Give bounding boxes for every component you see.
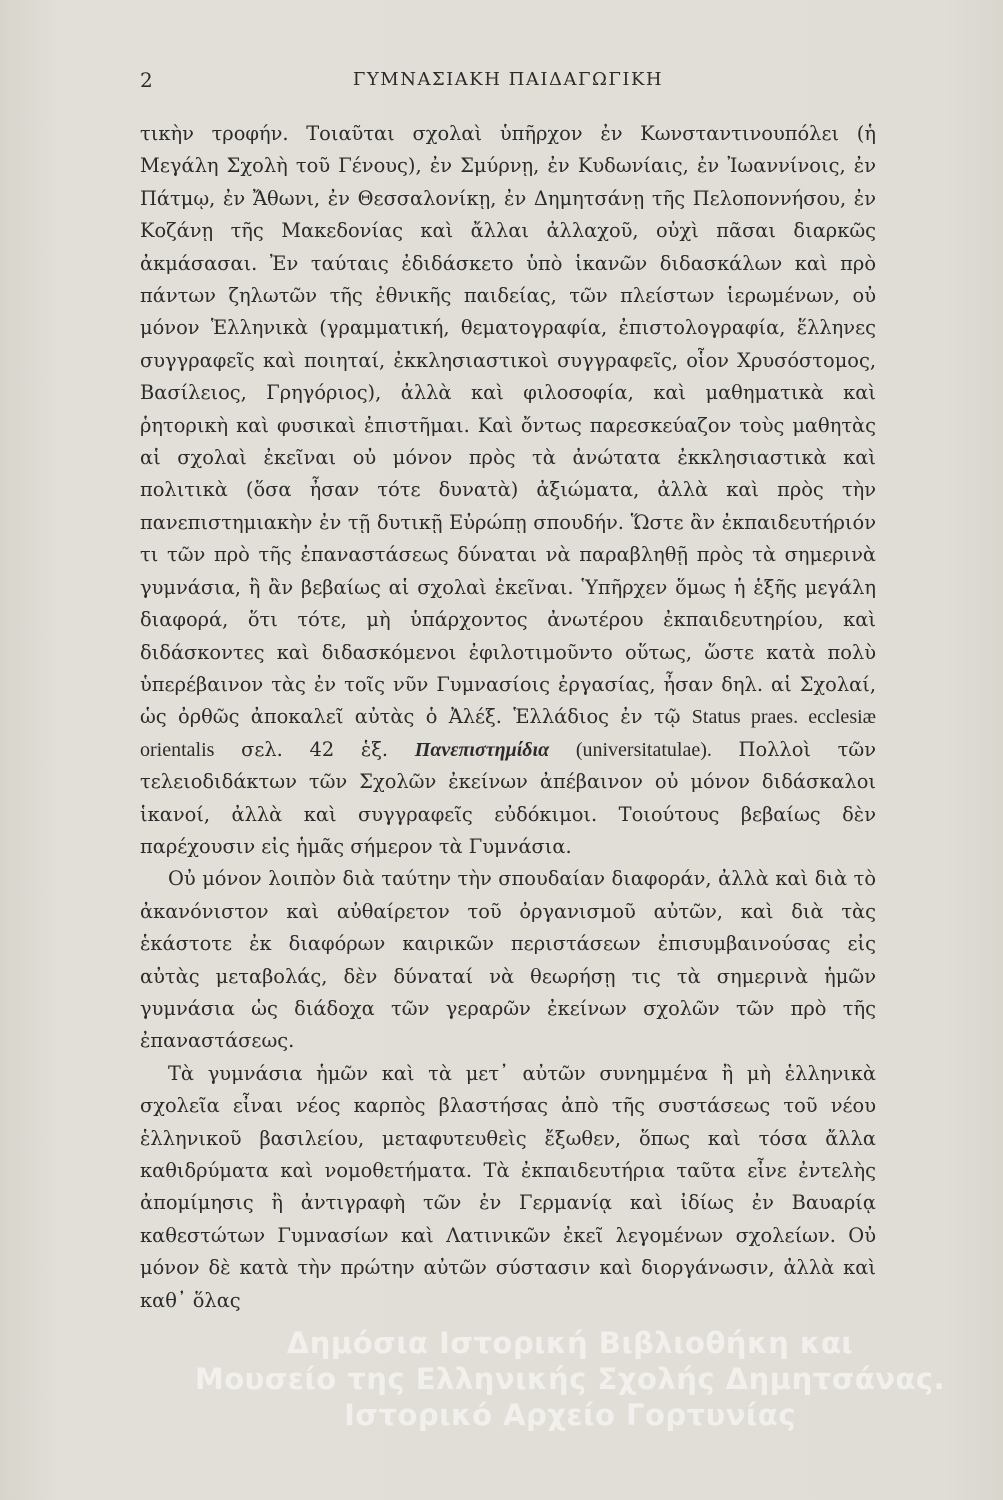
- paragraph-3: Τὰ γυμνάσια ἡμῶν καὶ τὰ μετ᾽ αὐτῶν συνημμένα ἢ μὴ ἑλληνικὰ σχολεῖα εἶναι νέος καρπὸς βλαστήσας ἀπὸ τῆς συστάσεως τοῦ νέου ἑλληνικοῦ βασιλείου, μεταφυτευθεὶς ἔξωθεν, ὅπως καὶ τόσα ἄλλα καθιδρύματα καὶ νομοθετήματα. Τὰ ἐκπαιδευτήρια ταῦτα εἶνε ἐντελὴς ἀπομίμησις ἢ ἀντιγραφὴ τῶν ἐν Γερμανίᾳ καὶ ἰδίως ἐν Βαυαρίᾳ καθεστώτων Γυμνασίων καὶ Λατινικῶν ἐκεῖ λεγομένων σχολείων. Οὐ μόνον δὲ κατὰ τὴν πρώτην αὐτῶν σύστασιν καὶ διοργάνωσιν, ἀλλὰ καὶ καθ᾽ ὅλας: [140, 1061, 876, 1312]
- latin-title-status: Status praes. ecclesiæ orientalis: [140, 706, 876, 761]
- page-header-title: ΓΥΜΝΑΣΙΑΚΗ ΠΑΙΔΑΓΩΓΙΚΗ: [352, 69, 664, 90]
- latin-term-universitatulae: (universitatulae).: [575, 738, 712, 761]
- paragraph-1-text-c: Πολλοὶ τῶν τελειοδιδάκτων τῶν Σχολῶν ἐκείνων ἀπέβαινον οὐ μόνον διδάσκαλοι ἱκανοί, ἀλλὰ καὶ συγγραφεῖς εὐδόκιμοι. Τοιούτους βεβαίως δὲν παρέχουσιν εἰς ἡμᾶς σήμερον τὰ Γυμνάσια.: [140, 737, 876, 858]
- running-head: [140, 68, 876, 98]
- paragraph-1-text-b: σελ. 42 ἑξ.: [241, 737, 389, 761]
- library-watermark: [160, 1325, 980, 1433]
- watermark-line-1: Δημόσια Ιστορική Βιβλιοθήκη και: [286, 1326, 854, 1360]
- italic-term: Πανεπιστημίδια: [414, 738, 550, 761]
- body-text: [140, 118, 876, 1317]
- watermark-line-3: Ιστορικό Αρχείο Γορτυνίας: [344, 1398, 796, 1432]
- paragraph-2: Οὐ μόνον λοιπὸν διὰ ταύτην τὴν σπουδαίαν διαφοράν, ἀλλὰ καὶ διὰ τὸ ἀκανόνιστον καὶ αὐθαίρετον τοῦ ὀργανισμοῦ αὐτῶν, καὶ διὰ τὰς ἑκάστοτε ἐκ διαφόρων καιρικῶν περιστάσεων ἐπισυμβαινούσας εἰς αὐτὰς μεταβολάς, δὲν δύναταί νὰ θεωρήσῃ τις τὰ σημερινὰ ἡμῶν γυμνάσια ὡς διάδοχα τῶν γεραρῶν ἐκείνων σχολῶν τῶν πρὸ τῆς ἐπαναστάσεως.: [140, 867, 876, 1053]
- page-number: 2: [140, 68, 154, 92]
- watermark-line-2: Μουσείο της Ελληνικής Σχολής Δημητσάνας.: [194, 1362, 946, 1396]
- paragraph-1: [140, 118, 876, 863]
- paragraph-1-text-a: τικὴν τροφήν. Τοιαῦται σχολαὶ ὑπῆρχον ἐν Κωνσταντινουπόλει (ἡ Μεγάλη Σχολὴ τοῦ Γένους), ἐν Σμύρνῃ, ἐν Κυδωνίαις, ἐν Ἰωαννίνοις, ἐν Πάτμῳ, ἐν Ἄθωνι, ἐν Θεσσαλονίκῃ, ἐν Δημητσάνῃ τῆς Πελοποννήσου, ἐν Κοζάνῃ τῆς Μακεδονίας καὶ ἄλλαι ἀλλαχοῦ, οὐχὶ πᾶσαι διαρκῶς ἀκμάσασαι. Ἐν ταύταις ἐδιδάσκετο ὑπὸ ἱκανῶν διδασκάλων καὶ πρὸ πάντων ζηλωτῶν τῆς ἐθνικῆς παιδείας, τῶν πλείστων ἱερωμένων, οὐ μόνον Ἑλληνικὰ (γραμματική, θεματογραφία, ἐπιστολογραφία, ἕλληνες συγγραφεῖς καὶ ποιηταί, ἐκκλησιαστικοὶ συγγραφεῖς, οἷον Χρυσόστομος, Βασίλειος, Γρηγόριος), ἀλλὰ καὶ φιλοσοφία, καὶ μαθηματικὰ καὶ ῥητορικὴ καὶ φυσικαὶ ἐπιστῆμαι. Καὶ ὄντως παρεσκεύαζον τοὺς μαθητὰς αἱ σχολαὶ ἐκεῖναι οὐ μόνον πρὸς τὰ ἀνώτατα ἐκκλησιαστικὰ καὶ πολιτικὰ (ὅσα ἦσαν τότε δυνατὰ) ἀξιώματα, ἀλλὰ καὶ πρὸς τὴν πανεπιστημιακὴν ἐν τῇ δυτικῇ Εὐρώπῃ σπουδήν. Ὥστε ἂν ἐκπαιδευτήριόν τι τῶν πρὸ τῆς ἐπαναστάσεως δύναται νὰ παραβληθῇ πρὸς τὰ σημερινὰ γυμνάσια, ἢ ἂν βεβαίως αἱ σχολαὶ ἐκεῖναι. Ὑπῆρχεν ὅμως ἡ ἑξῆς μεγάλη διαφορά, ὅτι τότε, μὴ ὑπάρχοντος ἀνωτέρου ἐκπαιδευτηρίου, καὶ διδάσκοντες καὶ διδασκόμενοι ἐφιλοτιμοῦντο οὕτως, ὥστε κατὰ πολὺ ὑπερέβαινον τὰς ἐν τοῖς νῦν Γυμνασίοις ἐργασίας, ἦσαν δηλ. αἱ Σχολαί, ὡς ὀρθῶς ἀποκαλεῖ αὐτὰς ὁ Ἀλέξ. Ἑλλάδιος ἐν τῷ: [140, 122, 876, 729]
